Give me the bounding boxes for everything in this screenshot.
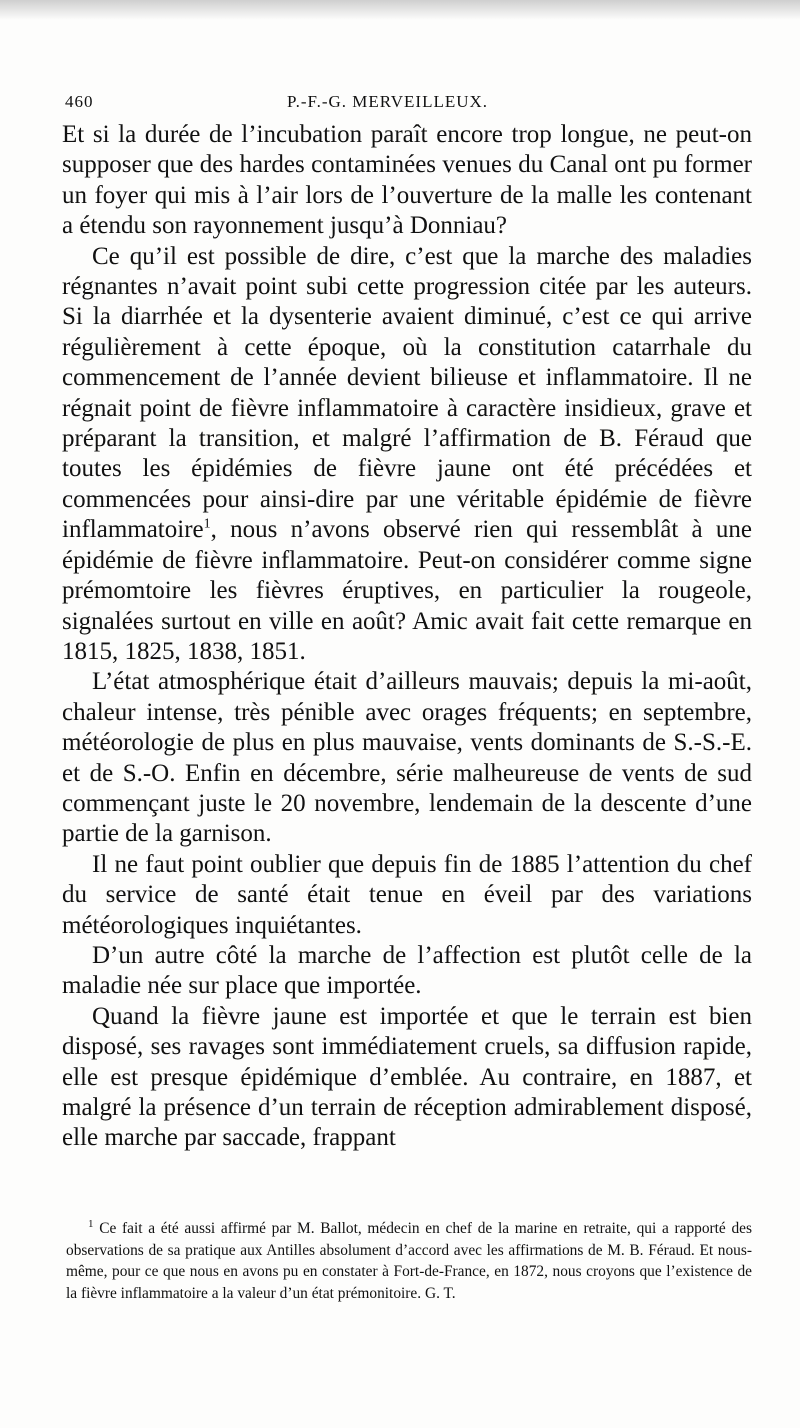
scan-edge-shadow	[0, 0, 800, 20]
paragraph-2	[62, 242, 752, 668]
paragraph-6: Quand la fièvre jaune est importée et que le terrain est bien disposé, ses ravages sont immédiatement cruels, sa diffusion rapide, elle est presque épidémique d’emblée. Au contraire, en 1887, et malgré la présence d’un terrain de réception admirablement disposé, elle marche par saccade, frappant	[62, 1002, 752, 1152]
page-number: 460	[65, 92, 94, 111]
body-text	[62, 120, 752, 1154]
paragraph-2-part-2: , nous n’avons observé rien qui ressemblât à une épidémie de fièvre inflammatoire. Peut-on considérer comme signe prémomtoire les fièvres éruptives, en particulier la rougeole, signalées surtout en ville en août? Amic avait fait cette remarque en 1815, 1825, 1838, 1851.	[62, 516, 752, 665]
footnote-mark: 1	[88, 1217, 94, 1230]
paragraph-3: L’état atmosphérique était d’ailleurs mauvais; depuis la mi-août, chaleur intense, très pénible avec orages fréquents; en septembre, météorologie de plus en plus mauvaise, vents dominants de S.-S.-E. et de S.-O. Enfin en décembre, série malheureuse de vents de sud commençant juste le 20 novembre, lendemain de la descente d’une partie de la garnison.	[62, 668, 752, 848]
paragraph-1: Et si la durée de l’incubation paraît encore trop longue, ne peut-on supposer que des hardes contaminées venues du Canal ont pu former un foyer qui mis à l’air lors de l’ouverture de la malle les contenant a étendu son rayonnement jusqu’à Donniau?	[62, 121, 752, 240]
paragraph-5: D’un autre côté la marche de l’affection est plutôt celle de la maladie née sur place que importée.	[62, 941, 752, 1000]
paragraph-2-part-1: Ce qu’il est possible de dire, c’est que la marche des maladies régnantes n’avait point subi cette progression citée par les auteurs. Si la diarrhée et la dysenterie avaient diminué, c’est ce qui arrive régulièrement à cette époque, où la constitution catarrhale du commencement de l’année devient bilieuse et inflammatoire. Il ne régnait point de fièvre inflammatoire à caractère insidieux, grave et préparant la transition, et malgré l’affirmation de B. Féraud que toutes les épidémies de fièvre jaune ont été précédées et commencées pour ainsi-dire par une véritable épidémie de fièvre inflammatoire	[62, 242, 752, 544]
running-head-author: P.-F.-G. MERVEILLEUX.	[287, 92, 489, 111]
footnote	[66, 1218, 752, 1304]
footnote-reference: 1	[203, 516, 211, 532]
paragraph-4: Il ne faut point oublier que depuis fin de 1885 l’attention du chef du service de santé était tenue en éveil par des variations météorologiques inquiétantes.	[62, 850, 752, 939]
running-head	[65, 92, 745, 116]
footnote-text: Ce fait a été aussi affirmé par M. Ballot, médecin en chef de la marine en retraite, qui a rapporté des observations de sa pratique aux Antilles absolument d’accord avec les affirmations de M. B. Féraud. Et nous-même, pour ce que nous en avons pu en constater à Fort-de-France, en 1872, nous croyons que l’existence de la fièvre inflammatoire a la valeur d’un état prémonitoire. G. T.	[66, 1220, 752, 1302]
